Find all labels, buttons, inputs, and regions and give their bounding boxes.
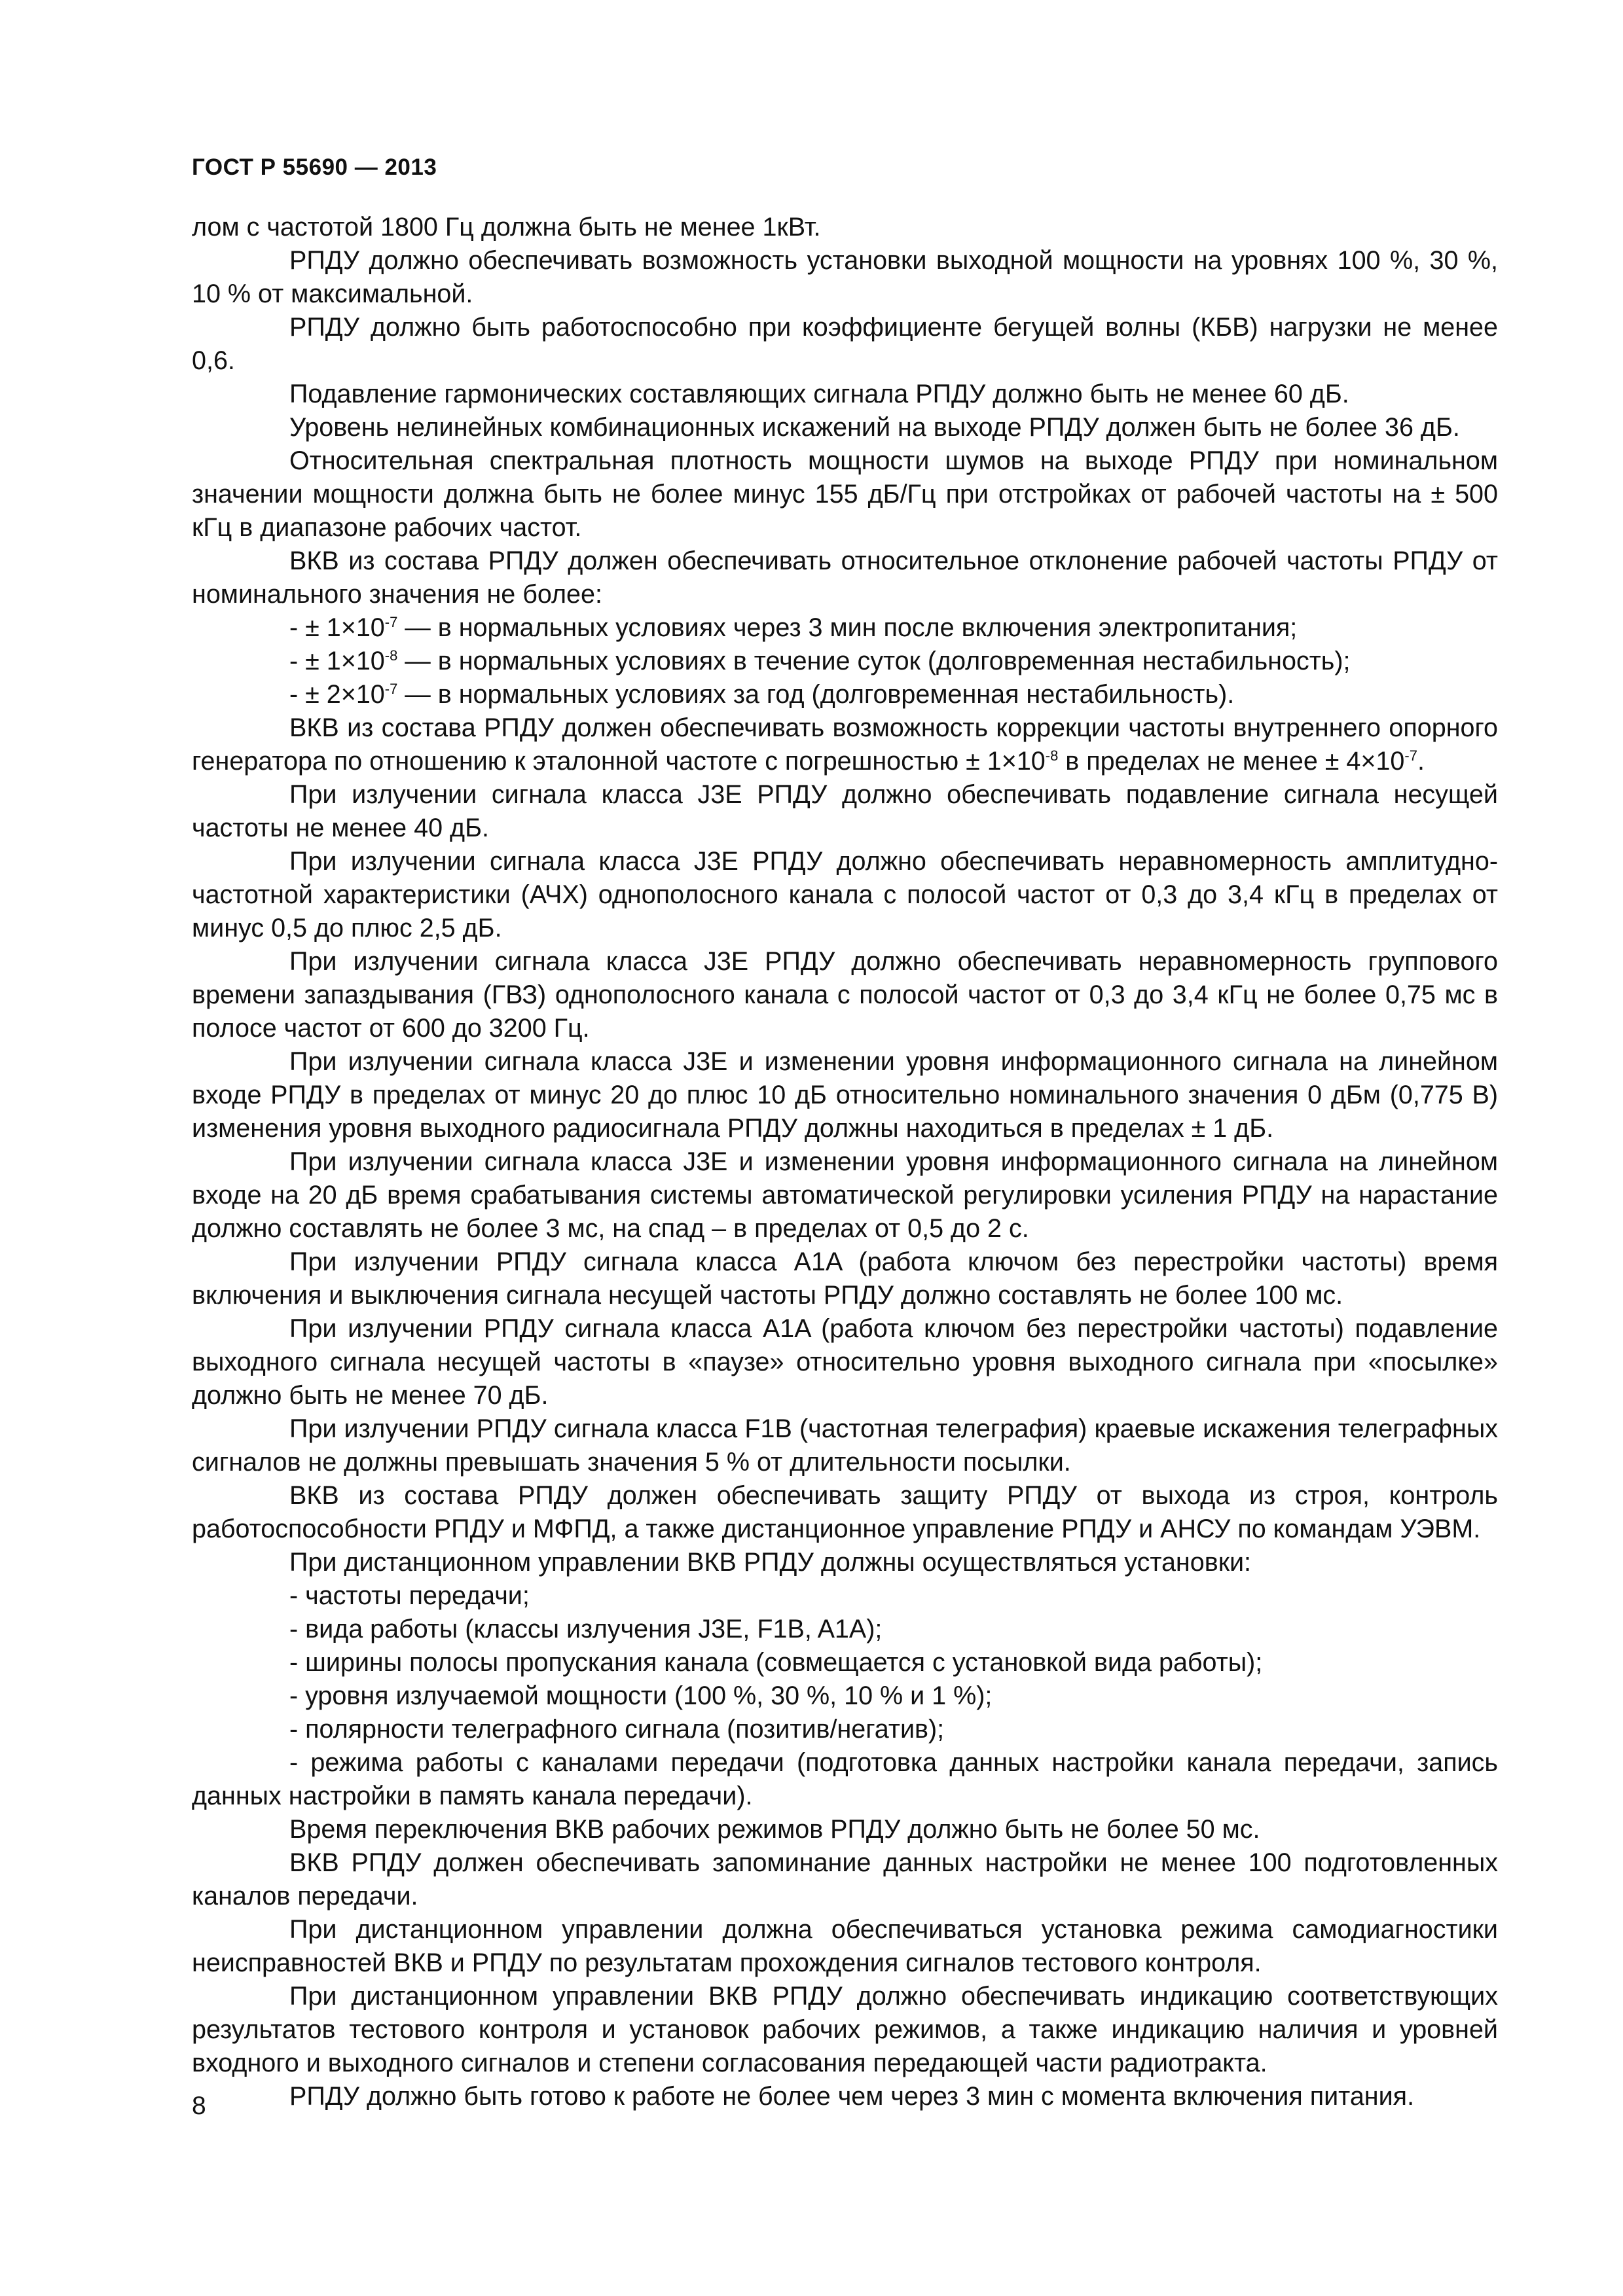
paragraph xyxy=(192,1479,1498,1546)
paragraph-text: При излучении сигнала класса J3E и изменении уровня информационного сигнала на линейном входе на 20 дБ время срабатывания системы автоматической регулировки усиления РПДУ на нарастание должно составлять не более 3 мс, на спад – в пределах от 0,5 до 2 с. xyxy=(192,1147,1498,1243)
page-number: 8 xyxy=(192,2092,206,2120)
exponent: -7 xyxy=(384,613,398,630)
paragraph xyxy=(192,411,1498,444)
paragraph-text: РПДУ должно быть готово к работе не более чем через 3 мин с момента включения питания. xyxy=(289,2082,1415,2111)
paragraph xyxy=(192,945,1498,1045)
paragraph-text: лом с частотой 1800 Гц должна быть не менее 1кВт. xyxy=(192,213,821,242)
paragraph-text: ВКВ из состава РПДУ должен обеспечивать возможность коррекции частоты внутреннего опорного генератора по отношению к эталонной частоте с погрешностью ± 1×10 xyxy=(192,713,1498,776)
paragraph-text: - ± 1×10 xyxy=(289,647,385,675)
paragraph-text: ВКВ РПДУ должен обеспечивать запоминание данных настройки не менее 100 подготовленных каналов передачи. xyxy=(192,1848,1498,1910)
paragraph xyxy=(192,211,1498,244)
paragraph xyxy=(192,845,1498,945)
paragraph-text: При излучении сигнала класса J3E РПДУ должно обеспечивать неравномерность группового времени запаздывания (ГВЗ) однополосного канала с полосой частот от 0,3 до 3,4 кГц не более 0,75 мс в полосе частот от 600 до 3200 Гц. xyxy=(192,947,1498,1043)
paragraph xyxy=(192,1846,1498,1913)
paragraph xyxy=(192,378,1498,411)
paragraph xyxy=(192,1679,1498,1713)
paragraph xyxy=(192,1246,1498,1312)
paragraph xyxy=(192,244,1498,311)
paragraph-text: Время переключения ВКВ рабочих режимов РПДУ должно быть не более 50 мс. xyxy=(289,1815,1260,1844)
paragraph-text: При дистанционном управлении ВКВ РПДУ должны осуществляться установки: xyxy=(289,1548,1252,1577)
paragraph-text: Подавление гармонических составляющих сигнала РПДУ должно быть не менее 60 дБ. xyxy=(289,380,1349,408)
paragraph xyxy=(192,611,1498,645)
paragraph-text: При излучении сигнала класса J3E РПДУ должно обеспечивать неравномерность амплитудно-частотной характеристики (АЧХ) однополосного канала с полосой частот от 0,3 до 3,4 кГц в пределах от минус 0,5 до плюс 2,5 дБ. xyxy=(192,847,1498,942)
paragraph xyxy=(192,778,1498,845)
paragraph xyxy=(192,1713,1498,1746)
document-header: ГОСТ Р 55690 — 2013 xyxy=(192,154,437,180)
paragraph xyxy=(192,2080,1498,2113)
paragraph xyxy=(192,1145,1498,1246)
paragraph xyxy=(192,1646,1498,1679)
paragraph xyxy=(192,444,1498,545)
paragraph-text: При излучении сигнала класса J3E и изменении уровня информационного сигнала на линейном входе РПДУ в пределах от минус 20 до плюс 10 дБ относительно номинального значения 0 дБм (0,775 В) изменения уровня выходного радиосигнала РПДУ должны находиться в пределах ± 1 дБ. xyxy=(192,1047,1498,1143)
paragraph-text: в пределах не менее ± 4×10 xyxy=(1058,747,1405,776)
paragraph-text: При дистанционном управлении ВКВ РПДУ должно обеспечивать индикацию соответствующих результатов тестового контроля и установок рабочих режимов, а также индикацию наличия и уровней входного и выходного сигналов и степени согласования передающей части радиотракта. xyxy=(192,1982,1498,2077)
exponent: -8 xyxy=(384,647,398,664)
paragraph-text: - ± 1×10 xyxy=(289,613,385,642)
paragraph-text: При излучении РПДУ сигнала класса F1B (частотная телеграфия) краевые искажения телеграфных сигналов не должны превышать значения 5 % от длительности посылки. xyxy=(192,1414,1498,1477)
paragraph-text: ВКВ из состава РПДУ должен обеспечивать защиту РПДУ от выхода из строя, контроль работоспособности РПДУ и МФПД, а также дистанционное управление РПДУ и АНСУ по командам УЭВМ. xyxy=(192,1481,1498,1543)
paragraph-text: — в нормальных условиях в течение суток (долговременная нестабильность); xyxy=(397,647,1351,675)
paragraph-text: Относительная спектральная плотность мощности шумов на выходе РПДУ при номинальном значении мощности должна быть не более минус 155 дБ/Гц при отстройках от рабочей частоты на ± 500 кГц в диапазоне рабочих частот. xyxy=(192,446,1498,542)
paragraph xyxy=(192,711,1498,778)
paragraph xyxy=(192,1913,1498,1980)
paragraph-text: РПДУ должно быть работоспособно при коэффициенте бегущей волны (КБВ) нагрузки не менее 0,6. xyxy=(192,313,1498,375)
paragraph-text: - вида работы (классы излучения J3E, F1B, A1A); xyxy=(289,1615,883,1643)
exponent: -8 xyxy=(1045,747,1059,764)
paragraph xyxy=(192,1312,1498,1412)
paragraph-text: - полярности телеграфного сигнала (позитив/негатив); xyxy=(289,1715,945,1744)
paragraph-text: — в нормальных условиях за год (долговременная нестабильность). xyxy=(397,680,1235,709)
paragraph-text: - ширины полосы пропускания канала (совмещается с установкой вида работы); xyxy=(289,1648,1263,1677)
document-body xyxy=(192,211,1498,2113)
paragraph xyxy=(192,545,1498,611)
paragraph-text: Уровень нелинейных комбинационных искажений на выходе РПДУ должен быть не более 36 дБ. xyxy=(289,413,1460,442)
paragraph xyxy=(192,1813,1498,1846)
paragraph-text: - частоты передачи; xyxy=(289,1581,530,1610)
paragraph-text: . xyxy=(1417,747,1425,776)
paragraph-text: - режима работы с каналами передачи (подготовка данных настройки канала передачи, запись данных настройки в память канала передачи). xyxy=(192,1748,1498,1810)
paragraph xyxy=(192,1546,1498,1579)
paragraph xyxy=(192,678,1498,711)
paragraph-text: При дистанционном управлении должна обеспечиваться установка режима самодиагностики неисправностей ВКВ и РПДУ по результатам прохождения сигналов тестового контроля. xyxy=(192,1915,1498,1977)
paragraph xyxy=(192,311,1498,378)
paragraph-text: При излучении РПДУ сигнала класса A1A (работа ключом без перестройки частоты) время включения и выключения сигнала несущей частоты РПДУ должно составлять не более 100 мс. xyxy=(192,1247,1498,1310)
paragraph-text: - уровня излучаемой мощности (100 %, 30 %, 10 % и 1 %); xyxy=(289,1681,993,1710)
paragraph xyxy=(192,1579,1498,1613)
paragraph-text: При излучении сигнала класса J3E РПДУ должно обеспечивать подавление сигнала несущей частоты не менее 40 дБ. xyxy=(192,780,1498,842)
paragraph-text: — в нормальных условиях через 3 мин после включения электропитания; xyxy=(397,613,1298,642)
paragraph xyxy=(192,1045,1498,1145)
paragraph xyxy=(192,1613,1498,1646)
paragraph-text: ВКВ из состава РПДУ должен обеспечивать относительное отклонение рабочей частоты РПДУ от номинального значения не более: xyxy=(192,547,1498,609)
paragraph xyxy=(192,1980,1498,2080)
paragraph xyxy=(192,1412,1498,1479)
exponent: -7 xyxy=(384,680,398,697)
paragraph xyxy=(192,645,1498,678)
paragraph-text: РПДУ должно обеспечивать возможность установки выходной мощности на уровнях 100 %, 30 %, 10 % от максимальной. xyxy=(192,246,1498,308)
paragraph xyxy=(192,1746,1498,1813)
paragraph-text: При излучении РПДУ сигнала класса A1A (работа ключом без перестройки частоты) подавление выходного сигнала несущей частоты в «паузе» относительно уровня выходного сигнала при «посылке» должно быть не менее 70 дБ. xyxy=(192,1314,1498,1410)
exponent: -7 xyxy=(1404,747,1417,764)
paragraph-text: - ± 2×10 xyxy=(289,680,385,709)
